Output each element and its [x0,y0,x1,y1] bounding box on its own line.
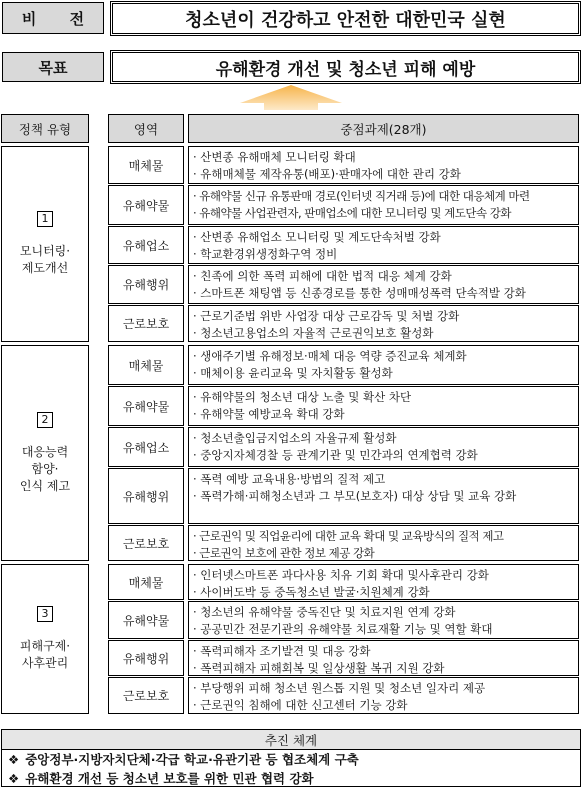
diamond-bullet-icon: ❖ [8,752,20,767]
group-name: 모니터링· 제도개선 [19,244,71,275]
policy-group-3 [1,564,89,714]
task-cell [188,345,579,385]
task-cell [188,640,579,676]
promotion-item [2,750,580,769]
group-number: 1 [37,211,53,227]
task-cell [188,525,579,561]
diamond-bullet-icon: ❖ [8,771,20,786]
task-item: · 인터넷스마트폰 과다사용 치유 기회 확대 및사후관리 강화 [193,568,489,582]
task-item: · 사이버도박 등 중독청소년 발굴·치원체계 강화 [193,585,430,599]
promotion-system-box [1,729,581,787]
task-item: · 매체이용 윤리교육 및 자치활동 활성화 [193,366,393,380]
task-cell [188,386,579,426]
task-item: · 유해매체물 제작유통(배포)·판매자에 대한 관리 강화 [193,167,461,181]
task-item: · 유해약물 신규 유통판매 경로(인터넷 직거래 등)에 대한 대응체계 마련 [193,189,530,203]
area-cell: 매체물 [108,146,184,184]
task-item: · 폭력피해자 피해회복 및 일상생활 복귀 지원 강화 [193,661,445,675]
promotion-item [2,769,580,788]
header-area: 영역 [108,114,184,143]
task-cell [188,427,579,467]
promotion-title: 추진 체계 [2,730,580,750]
group-name: 피해구제· 사후관리 [19,639,71,670]
area-cell: 유해약물 [108,386,184,426]
task-item: · 산변종 유해업소 모니터링 및 계도단속처벌 강화 [193,230,441,244]
task-item: · 부당행위 피해 청소년 원스톱 지원 및 청소년 일자리 제공 [193,681,486,695]
task-item: · 청소년의 유해약물 중독진단 및 치료지원 연계 강화 [193,605,456,619]
task-cell [188,677,579,714]
goal-text: 유해환경 개선 및 청소년 피해 예방 [110,50,581,84]
area-cell: 유해약물 [108,601,184,639]
task-item: · 친족에 의한 폭력 피해에 대한 법적 대응 체계 강화 [193,269,452,283]
group-name: 대응능력 함양· 인식 제고 [19,444,71,493]
task-item: · 생애주기별 유해정보·매체 대응 역량 증진교육 체계화 [193,349,467,363]
area-cell: 유해업소 [108,427,184,467]
promotion-item-text: 유해환경 개선 등 청소년 보호를 위한 민관 협력 강화 [25,771,314,786]
vision-text: 청소년이 건강하고 안전한 대한민국 실현 [110,1,581,36]
task-item: · 근로권익 보호에 관한 정보 제공 강화 [193,546,375,560]
up-arrow-icon [0,82,583,110]
task-item: · 폭력가해·피해청소년과 그 부모(보호자) 대상 상담 및 교육 강화 [193,489,517,503]
task-item: · 청소년출입금지업소의 자율규제 활성화 [193,431,397,445]
area-cell: 유해행위 [108,468,184,524]
task-item: · 근로기준법 위반 사업장 대상 근로감독 및 처벌 강화 [193,309,460,323]
task-cell [188,468,579,524]
area-cell: 근로보호 [108,305,184,342]
task-item: · 학교환경위생정화구역 정비 [193,247,338,261]
group-number: 2 [37,412,53,428]
task-item: · 청소년고용업소의 자율적 근로권익보호 활성화 [193,326,434,340]
task-item: · 산변종 유해매체 모니터링 확대 [193,150,356,164]
task-cell [188,226,579,264]
promotion-item-text: 중앙정부·지방자치단체·각급 학교·유관기관 등 협조체계 구축 [25,752,359,767]
task-item: · 공공민간 전문기관의 유해약물 치료재활 기능 및 역할 확대 [193,622,493,636]
task-cell [188,564,579,600]
area-cell: 근로보호 [108,525,184,561]
vision-label: 비 전 [2,2,104,34]
task-cell [188,265,579,304]
task-item: · 폭력 예방 교육내용·방법의 질적 제고 [193,472,386,486]
task-cell [188,185,579,225]
area-cell: 매체물 [108,345,184,385]
task-item: · 유해약물의 청소년 대상 노출 및 확산 차단 [193,390,412,404]
goal-label: 목표 [2,52,104,82]
area-cell: 근로보호 [108,677,184,714]
task-cell [188,601,579,639]
task-item: · 스마트폰 채팅앱 등 신종경로를 통한 성매매성폭력 단속적발 강화 [193,286,526,300]
area-cell: 매체물 [108,564,184,600]
header-policy-type: 정책 유형 [1,114,89,143]
task-cell [188,146,579,184]
area-cell: 유해약물 [108,185,184,225]
task-item: · 유해약물 사업관련자, 판매업소에 대한 모니터링 및 계도단속 강화 [193,206,511,220]
header-tasks: 중점과제(28개) [188,114,579,143]
area-cell: 유해업소 [108,226,184,264]
task-item: · 근로권익 침해에 대한 신고센터 기능 강화 [193,698,408,712]
task-item: · 중앙지자체경찰 등 관계기관 및 민간과의 연계협력 강화 [193,448,478,462]
area-cell: 유해행위 [108,265,184,304]
area-cell: 유해행위 [108,640,184,676]
policy-group-2 [1,345,89,561]
policy-group-1 [1,146,89,342]
group-number: 3 [37,606,53,622]
task-item: · 근로권익 및 직업윤리에 대한 교육 확대 및 교육방식의 질적 제고 [193,529,504,543]
task-item: · 유해약물 예방교육 확대 강화 [193,407,345,421]
task-item: · 폭력피해자 조기발견 및 대응 강화 [193,644,371,658]
task-cell [188,305,579,342]
